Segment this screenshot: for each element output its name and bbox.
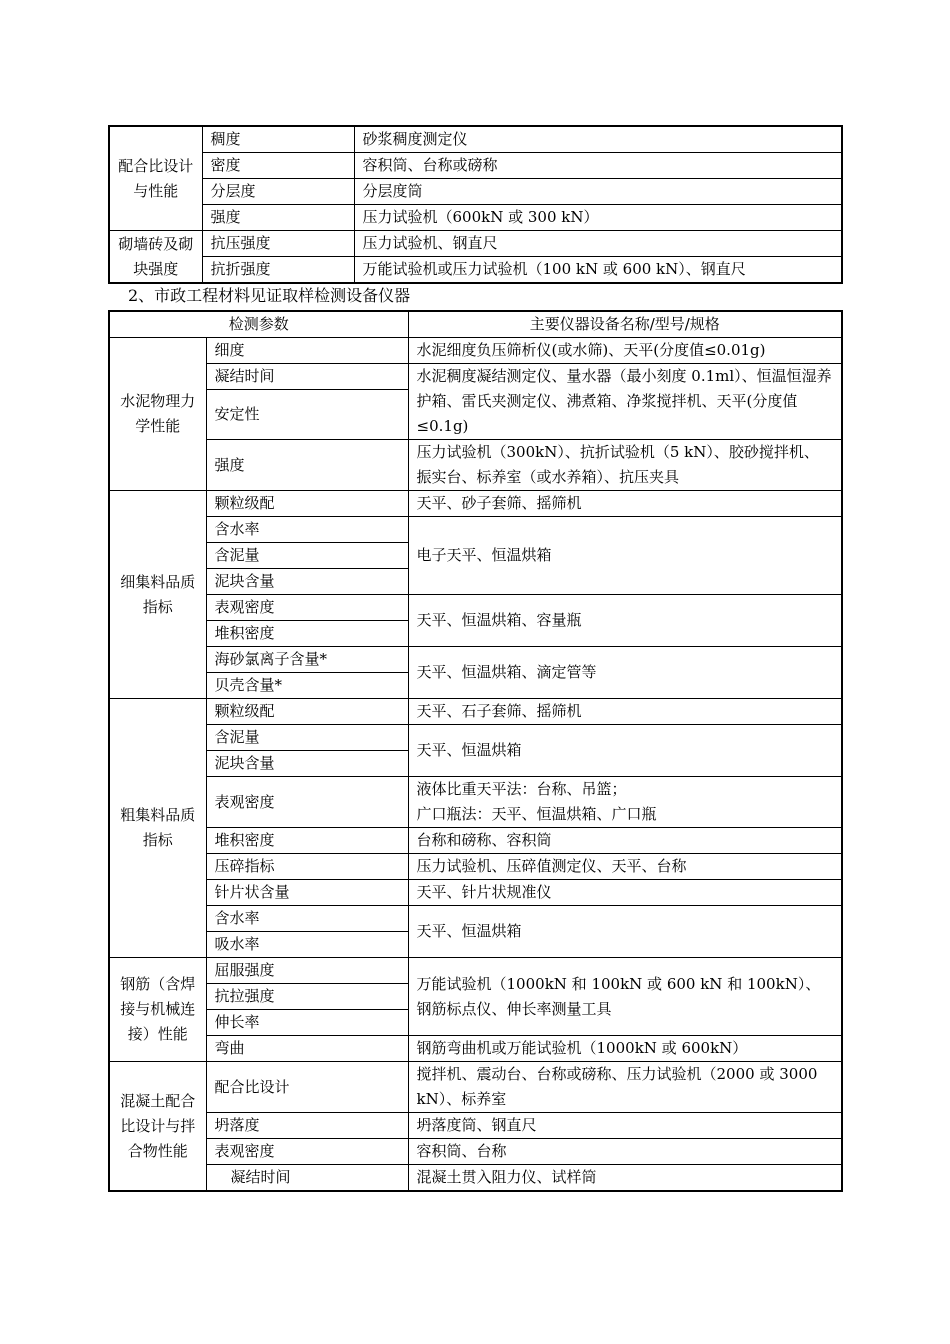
param-cell: 泥块含量 <box>206 751 408 777</box>
table-row <box>109 179 842 205</box>
category-cell: 粗集料品质指标 <box>109 699 206 958</box>
equip-cell: 天平、针片状规准仪 <box>408 880 842 906</box>
table-row <box>109 647 842 673</box>
table-row <box>109 491 842 517</box>
equip-cell: 台称和磅称、容积筒 <box>408 828 842 854</box>
param-cell: 抗折强度 <box>202 257 354 284</box>
equip-cell <box>408 777 842 828</box>
param-cell: 强度 <box>206 440 408 491</box>
equip-cell: 天平、恒温烘箱、滴定管等 <box>408 647 842 699</box>
header-row <box>109 311 842 338</box>
table-row <box>109 231 842 257</box>
equip-cell: 砂浆稠度测定仪 <box>354 126 842 153</box>
equip-cell: 压力试验机（300kN）、抗折试验机（5 kN）、胶砂搅拌机、振实台、标养室（或水养箱）、抗压夹具 <box>408 440 842 491</box>
param-cell: 压碎指标 <box>206 854 408 880</box>
header-param: 检测参数 <box>109 311 408 338</box>
equip-cell: 万能试验机（1000kN 和 100kN 或 600 kN 和 100kN）、钢筋标点仪、伸长率测量工具 <box>408 958 842 1036</box>
param-cell: 弯曲 <box>206 1036 408 1062</box>
equip-cell: 分层度筒 <box>354 179 842 205</box>
equip-cell: 钢筋弯曲机或万能试验机（1000kN 或 600kN） <box>408 1036 842 1062</box>
category-cell: 钢筋（含焊接与机械连接）性能 <box>109 958 206 1062</box>
param-cell: 凝结时间 <box>206 1165 408 1192</box>
category-cell: 水泥物理力学性能 <box>109 338 206 491</box>
table-row <box>109 126 842 153</box>
param-cell: 针片状含量 <box>206 880 408 906</box>
table-row <box>109 517 842 543</box>
equip-cell: 容积筒、台称或磅称 <box>354 153 842 179</box>
table-row <box>109 364 842 390</box>
param-cell: 泥块含量 <box>206 569 408 595</box>
section-heading: 2、市政工程材料见证取样检测设备仪器 <box>128 286 411 305</box>
equip-cell: 万能试验机或压力试验机（100 kN 或 600 kN）、钢直尺 <box>354 257 842 284</box>
param-cell: 稠度 <box>202 126 354 153</box>
table-row <box>109 1165 842 1192</box>
equip-cell: 压力试验机、压碎值测定仪、天平、台称 <box>408 854 842 880</box>
equip-cell: 电子天平、恒温烘箱 <box>408 517 842 595</box>
equip-cell: 天平、石子套筛、摇筛机 <box>408 699 842 725</box>
param-cell: 堆积密度 <box>206 621 408 647</box>
equip-cell: 天平、砂子套筛、摇筛机 <box>408 491 842 517</box>
param-cell: 含泥量 <box>206 543 408 569</box>
param-cell: 海砂氯离子含量* <box>206 647 408 673</box>
param-cell: 含水率 <box>206 906 408 932</box>
equip-cell: 水泥稠度凝结测定仪、量水器（最小刻度 0.1ml）、恒温恒湿养护箱、雷氏夹测定仪、沸煮箱、净浆搅拌机、天平(分度值≤0.1g) <box>408 364 842 440</box>
equip-cell: 水泥细度负压筛析仪(或水筛)、天平(分度值≤0.01g) <box>408 338 842 364</box>
table-row <box>109 205 842 231</box>
param-cell: 贝壳含量* <box>206 673 408 699</box>
param-cell: 堆积密度 <box>206 828 408 854</box>
param-cell: 配合比设计 <box>206 1062 408 1113</box>
table-row <box>109 1036 842 1062</box>
param-cell: 含泥量 <box>206 725 408 751</box>
table-row <box>109 725 842 751</box>
param-cell: 伸长率 <box>206 1010 408 1036</box>
table-row <box>109 777 842 828</box>
table-row <box>109 338 842 364</box>
equip-cell: 天平、恒温烘箱 <box>408 906 842 958</box>
table-row <box>109 1113 842 1139</box>
param-cell: 表观密度 <box>206 1139 408 1165</box>
equip-cell: 压力试验机、钢直尺 <box>354 231 842 257</box>
equip-cell: 压力试验机（600kN 或 300 kN） <box>354 205 842 231</box>
equip-cell: 搅拌机、震动台、台称或磅称、压力试验机（2000 或 3000 kN）、标养室 <box>408 1062 842 1113</box>
param-cell: 细度 <box>206 338 408 364</box>
table-row <box>109 440 842 491</box>
table-row <box>109 958 842 984</box>
param-cell: 坍落度 <box>206 1113 408 1139</box>
table-row <box>109 699 842 725</box>
equip-line: 液体比重天平法：台称、吊篮； <box>416 780 627 798</box>
equip-cell: 天平、恒温烘箱、容量瓶 <box>408 595 842 647</box>
equip-cell: 天平、恒温烘箱 <box>408 725 842 777</box>
category-cell: 混凝土配合比设计与拌合物性能 <box>109 1062 206 1192</box>
param-cell: 凝结时间 <box>206 364 408 390</box>
category-cell: 配合比设计与性能 <box>109 126 202 231</box>
param-cell: 颗粒级配 <box>206 491 408 517</box>
mortar-brick-table <box>108 125 843 284</box>
table-row <box>109 1062 842 1113</box>
param-cell: 分层度 <box>202 179 354 205</box>
param-cell: 强度 <box>202 205 354 231</box>
table-row <box>109 153 842 179</box>
equip-cell: 坍落度筒、钢直尺 <box>408 1113 842 1139</box>
table-row <box>109 828 842 854</box>
category-cell: 细集料品质指标 <box>109 491 206 699</box>
param-cell: 含水率 <box>206 517 408 543</box>
municipal-materials-table <box>108 310 843 1192</box>
table-row <box>109 854 842 880</box>
table-row <box>109 906 842 932</box>
table-row <box>109 257 842 284</box>
param-cell: 表观密度 <box>206 777 408 828</box>
param-cell: 抗拉强度 <box>206 984 408 1010</box>
table-row <box>109 880 842 906</box>
equip-cell: 混凝土贯入阻力仪、试样筒 <box>408 1165 842 1192</box>
equip-line: 广口瓶法：天平、恒温烘箱、广口瓶 <box>416 805 657 823</box>
param-cell: 屈服强度 <box>206 958 408 984</box>
table-row <box>109 595 842 621</box>
param-cell: 颗粒级配 <box>206 699 408 725</box>
category-cell: 砌墙砖及砌块强度 <box>109 231 202 284</box>
header-equip: 主要仪器设备名称/型号/规格 <box>408 311 842 338</box>
param-cell: 抗压强度 <box>202 231 354 257</box>
param-cell: 吸水率 <box>206 932 408 958</box>
param-cell: 安定性 <box>206 390 408 440</box>
equip-cell: 容积筒、台称 <box>408 1139 842 1165</box>
param-cell: 密度 <box>202 153 354 179</box>
param-cell: 表观密度 <box>206 595 408 621</box>
table-row <box>109 1139 842 1165</box>
